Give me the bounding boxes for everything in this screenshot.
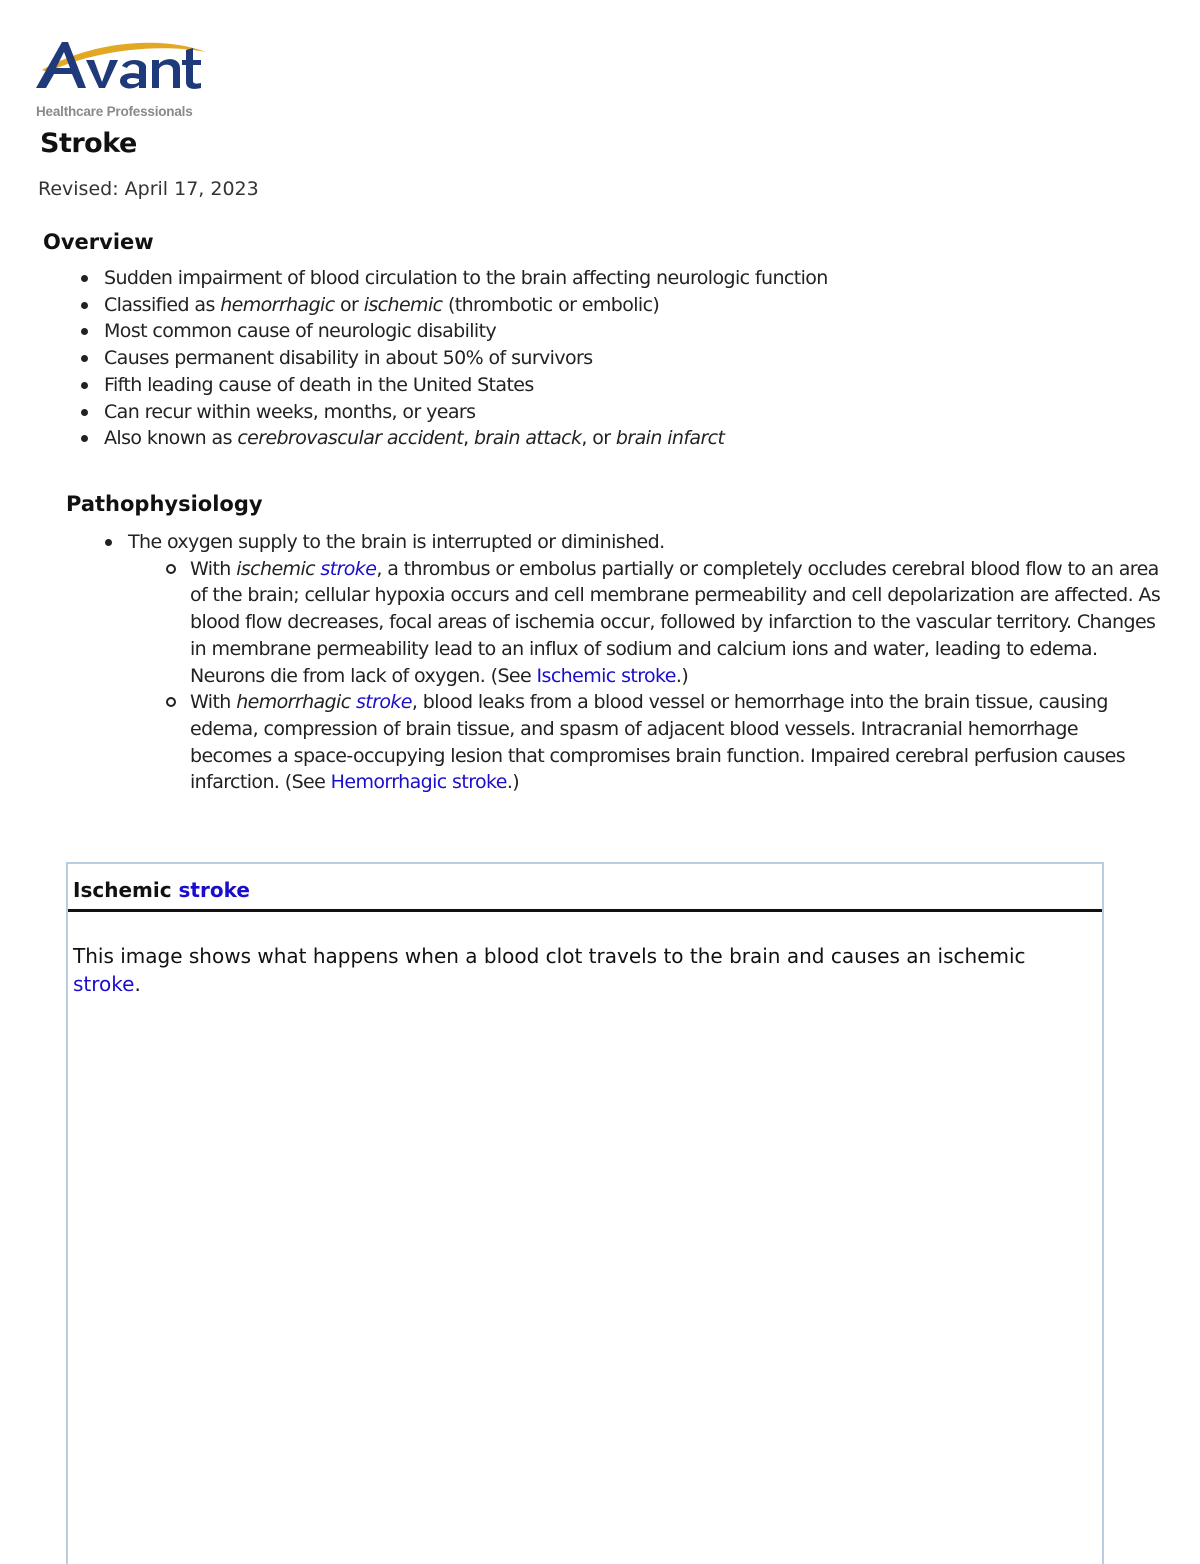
term-ischemic: ischemic	[363, 293, 443, 316]
text: Also known as	[104, 427, 238, 450]
figure-caption	[68, 912, 1073, 998]
list-item	[78, 292, 828, 319]
pathophysiology-list	[102, 529, 1162, 796]
revised-date: Revised: April 17, 2023	[38, 178, 259, 200]
logo-tagline: Healthcare Professionals	[36, 104, 193, 119]
stroke-link[interactable]: stroke	[356, 691, 412, 714]
list-item: Most common cause of neurologic disability	[78, 318, 828, 345]
avant-logo	[34, 34, 214, 124]
text: , or	[581, 427, 616, 450]
list-item: Fifth leading cause of death in the United States	[78, 372, 828, 399]
list-item-hemorrhagic	[164, 689, 1162, 796]
text: With	[190, 557, 237, 580]
text: .	[134, 972, 141, 996]
overview-list	[78, 265, 828, 452]
text: Ischemic	[73, 878, 179, 902]
sub-list	[102, 556, 1162, 796]
text: (thrombotic or embolic)	[442, 293, 660, 316]
list-item-ischemic	[164, 556, 1162, 690]
text: , a thrombus or embolus partially or completely occludes cerebral blood flow to an area of the brain; cellular hypoxia occurs and cell membrane permeability and cell depolarization are affected. As blood flow decreases, focal areas of ischemia occur, followed by infarction to the vascular territory. Changes in membrane permeability lead to an influx of sodium and calcium ions and water, leading to edema. Neurons die from lack of oxygen. (See	[190, 557, 1161, 687]
text: or	[334, 293, 364, 316]
figure-title	[68, 864, 1102, 912]
list-item	[78, 425, 828, 452]
list-item: Can recur within weeks, months, or years	[78, 399, 828, 426]
list-item: Sudden impairment of blood circulation to the brain affecting neurologic function	[78, 265, 828, 292]
text: Classified as	[104, 293, 221, 316]
ischemic-stroke-figure	[66, 862, 1104, 1564]
term-ischemic: ischemic	[236, 557, 321, 580]
text: With	[190, 691, 237, 714]
list-item: Causes permanent disability in about 50% of survivors	[78, 345, 828, 372]
text: ,	[463, 427, 475, 450]
text: This image shows what happens when a blood clot travels to the brain and causes an ischemic	[73, 944, 1026, 968]
term-cva: cerebrovascular accident	[237, 427, 464, 450]
text: , blood leaks from a blood vessel or hemorrhage into the brain tissue, causing edema, compression of brain tissue, and spasm of adjacent blood vessels. Intracranial hemorrhage becomes a space-occupying lesion that compromises brain function. Impaired cerebral perfusion causes infarction. (See	[190, 691, 1126, 794]
stroke-link[interactable]: stroke	[178, 878, 250, 902]
term-hemorrhagic: hemorrhagic	[236, 691, 356, 714]
hemorrhagic-stroke-link[interactable]: Hemorrhagic stroke	[330, 771, 507, 794]
ischemic-stroke-link[interactable]: Ischemic stroke	[536, 664, 676, 687]
text: .)	[506, 771, 520, 794]
stroke-link[interactable]: stroke	[320, 557, 377, 580]
term-brain-attack: brain attack	[474, 427, 582, 450]
term-brain-infarct: brain infarct	[615, 427, 725, 450]
text: .)	[675, 664, 689, 687]
overview-heading: Overview	[43, 230, 154, 254]
term-hemorrhagic: hemorrhagic	[220, 293, 335, 316]
page-title: Stroke	[40, 128, 137, 159]
list-item: The oxygen supply to the brain is interrupted or diminished.	[102, 529, 1162, 556]
stroke-link[interactable]: stroke	[73, 972, 135, 996]
pathophysiology-heading: Pathophysiology	[66, 492, 263, 516]
